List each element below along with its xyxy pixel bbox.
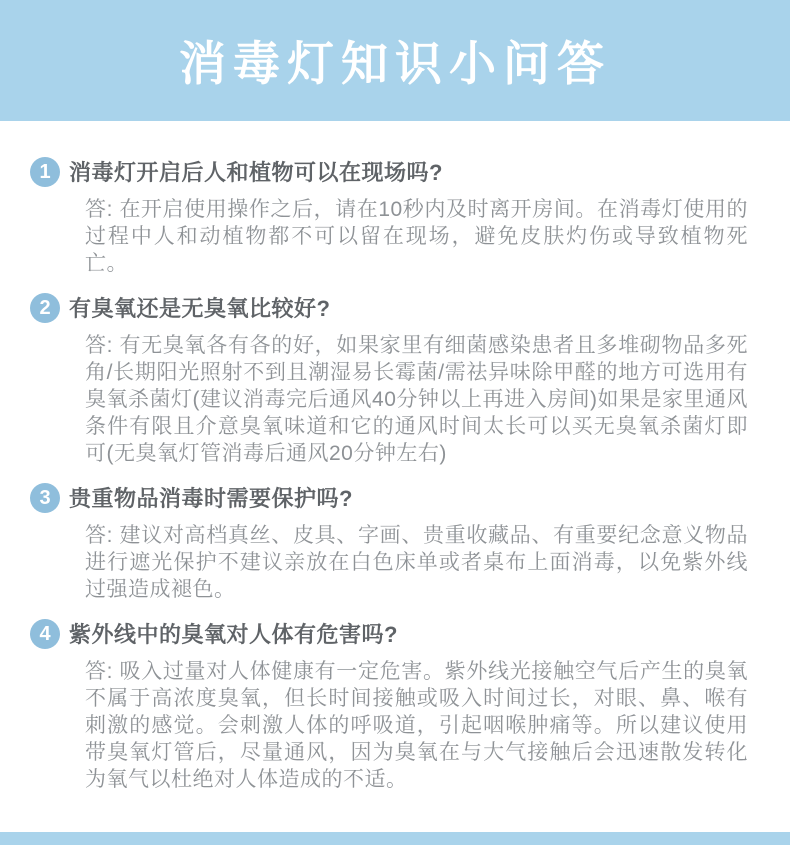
question-text: 紫外线中的臭氧对人体有危害吗? [69,622,398,647]
question-number-badge: 2 [30,293,60,323]
question-row [30,618,748,649]
question-number-badge: 1 [30,157,60,187]
question-text: 有臭氧还是无臭氧比较好? [69,296,331,321]
page-header [0,0,790,121]
question-text: 消毒灯开启后人和植物可以在现场吗? [69,160,443,185]
answer-text: 答: 建议对高档真丝、皮具、字画、贵重收藏品、有重要纪念意义物品进行遮光保护不建议亲放在白色床单或者桌布上面消毒，以免紫外线过强造成褪色。 [85,524,748,601]
question-row [30,156,748,187]
question-number-badge: 3 [30,483,60,513]
answer-text: 答: 吸入过量对人体健康有一定危害。紫外线光接触空气后产生的臭氧不属于高浓度臭氧，但长时间接触或吸入时间过长，对眼、鼻、喉有刺激的感觉。会刺激人体的呼吸道，引起咽喉肿痛等。所以建议使用带臭氧灯管后，尽量通风，因为臭氧在与大气接触后会迅速散发转化为氧气以杜绝对人体造成的不适。 [85,660,748,791]
page-title: 消毒灯知识小问答 [179,37,611,90]
faq-item-2 [30,292,748,467]
question-row [30,482,748,513]
faq-list [0,121,790,793]
faq-item-4 [30,618,748,793]
faq-item-3 [30,482,748,603]
answer-text: 答: 在开启使用操作之后，请在10秒内及时离开房间。在消毒灯使用的过程中人和动植物都不可以留在现场，避免皮肤灼伤或导致植物死亡。 [85,198,748,275]
page-footer [0,832,790,845]
question-text: 贵重物品消毒时需要保护吗? [69,486,353,511]
question-number-badge: 4 [30,619,60,649]
question-row [30,292,748,323]
faq-item-1 [30,156,748,277]
answer-text: 答: 有无臭氧各有各的好，如果家里有细菌感染患者且多堆砌物品多死角/长期阳光照射不到且潮湿易长霉菌/需祛异味除甲醛的地方可选用有臭氧杀菌灯(建议消毒完后通风40分钟以上再进入房间)如果是家里通风条件有限且介意臭氧味道和它的通风时间太长可以买无臭氧杀菌灯即可(无臭氧灯管消毒后通风20分钟左右) [85,334,748,465]
